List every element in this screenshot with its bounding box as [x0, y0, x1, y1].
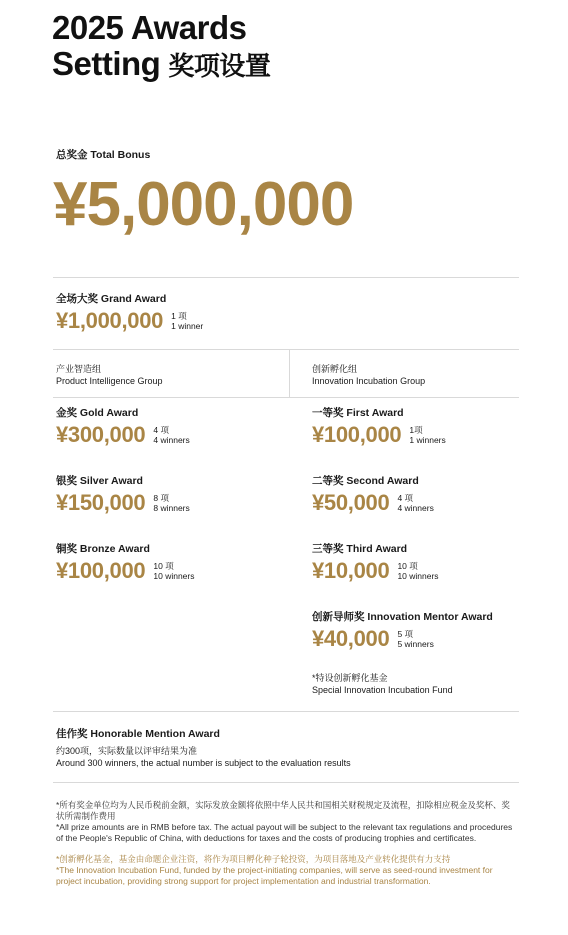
grand-award-count — [171, 311, 203, 331]
divider — [53, 397, 519, 398]
page-title — [52, 10, 270, 85]
honorable-mention-desc — [56, 745, 351, 769]
award-count — [153, 493, 189, 513]
award-name: 创新导师奖 Innovation Mentor Award — [312, 611, 493, 623]
award-count-zh: 4 项 — [153, 425, 169, 435]
total-bonus-amount: ¥5,000,000 — [53, 170, 354, 239]
special-fund-zh: *特设创新孵化基金 — [312, 673, 388, 683]
innovation-group-en: Innovation Incubation Group — [312, 376, 426, 386]
award-name: 二等奖 Second Award — [312, 475, 419, 487]
product-group-zh: 产业智造组 — [56, 364, 102, 374]
award-count — [397, 561, 438, 581]
note-tax-en: *All prize amounts are in RMB before tax. The actual payout will be subject to the relevant tax regulations and procedures of the People's Republic of China, with deductions for taxes and the costs of producing trophies and certificates. — [56, 822, 513, 843]
special-fund-note — [312, 672, 453, 696]
award-count — [153, 561, 194, 581]
total-bonus-label: 总奖金 Total Bonus — [56, 149, 151, 161]
title-line-1: 2025 Awards — [52, 9, 247, 46]
note-fund-en: *The Innovation Incubation Fund, funded by the project-initiating companies, will serve as seed-round investment for project incubation, providing strong support for project implementation and industrial transformation. — [56, 865, 493, 886]
award-name: 银奖 Silver Award — [56, 475, 143, 487]
first-award — [312, 406, 446, 448]
award-amount: ¥100,000 — [312, 422, 402, 447]
product-group-en: Product Intelligence Group — [56, 376, 163, 386]
award-amount: ¥40,000 — [312, 626, 390, 651]
award-count-zh: 5 项 — [397, 629, 414, 639]
award-amount: ¥300,000 — [56, 422, 146, 447]
grand-award-amount: ¥1,000,000 — [56, 308, 164, 333]
grand-award-count-en: 1 winner — [171, 321, 204, 331]
grand-award — [56, 292, 203, 334]
award-count-en: 4 winners — [153, 435, 190, 445]
award-count — [409, 425, 445, 445]
innovation-mentor-award — [312, 610, 493, 652]
award-amount: ¥50,000 — [312, 490, 390, 515]
award-count-zh: 1项 — [409, 425, 423, 435]
silver-award — [56, 474, 190, 516]
second-award — [312, 474, 434, 516]
award-amount: ¥10,000 — [312, 558, 390, 583]
award-name: 金奖 Gold Award — [56, 407, 139, 419]
award-count-en: 10 winners — [397, 571, 439, 581]
bronze-award — [56, 542, 194, 584]
award-amount: ¥100,000 — [56, 558, 146, 583]
award-name: 一等奖 First Award — [312, 407, 404, 419]
innovation-group-zh: 创新孵化组 — [312, 364, 358, 374]
award-count-en: 10 winners — [153, 571, 195, 581]
honorable-desc-en: Around 300 winners, the actual number is subject to the evaluation results — [56, 758, 351, 768]
award-count — [153, 425, 189, 445]
honorable-mention-name: 佳作奖 Honorable Mention Award — [56, 728, 220, 740]
innovation-group-header — [312, 363, 425, 387]
award-count-zh: 10 项 — [153, 561, 174, 571]
grand-award-count-zh: 1 项 — [171, 311, 187, 321]
award-count-zh: 10 项 — [397, 561, 418, 571]
grand-award-name: 全场大奖 Grand Award — [56, 293, 167, 305]
divider — [53, 349, 519, 350]
award-name: 铜奖 Bronze Award — [56, 543, 150, 555]
note-tax-zh: *所有奖金单位均为人民币税前金额，实际发放金额将依照中华人民共和国相关财税规定及流程，扣除相应税金及奖杯、奖状所需制作费用 — [56, 800, 510, 821]
title-line-2 — [52, 46, 270, 85]
divider — [53, 711, 519, 712]
grand-award-row — [56, 308, 203, 334]
divider — [53, 277, 519, 278]
honorable-desc-zh: 约300项，实际数量以评审结果为准 — [56, 746, 198, 756]
divider — [53, 782, 519, 783]
award-count-zh: 4 项 — [397, 493, 414, 503]
award-name: 三等奖 Third Award — [312, 543, 408, 555]
column-divider — [289, 349, 290, 397]
footnotes — [56, 800, 516, 887]
award-count-en: 5 winners — [397, 639, 434, 649]
award-amount: ¥150,000 — [56, 490, 146, 515]
third-award — [312, 542, 439, 584]
honorable-mention — [56, 727, 351, 769]
note-fund — [56, 854, 516, 887]
award-count-en: 4 winners — [397, 503, 434, 513]
title-setting-en: Setting — [52, 45, 161, 82]
award-count — [397, 629, 433, 649]
award-count-en: 1 winners — [409, 435, 446, 445]
special-fund-en: Special Innovation Incubation Fund — [312, 685, 453, 695]
gold-award — [56, 406, 190, 448]
award-count — [397, 493, 433, 513]
award-count-zh: 8 项 — [153, 493, 169, 503]
product-group-header — [56, 363, 163, 387]
title-setting-zh: 奖项设置 — [168, 52, 271, 82]
award-count-en: 8 winners — [153, 503, 190, 513]
note-fund-zh: *创新孵化基金，基金由命题企业注资，将作为项目孵化种子轮投资，为项目落地及产业转化提供有力支持 — [56, 854, 451, 864]
